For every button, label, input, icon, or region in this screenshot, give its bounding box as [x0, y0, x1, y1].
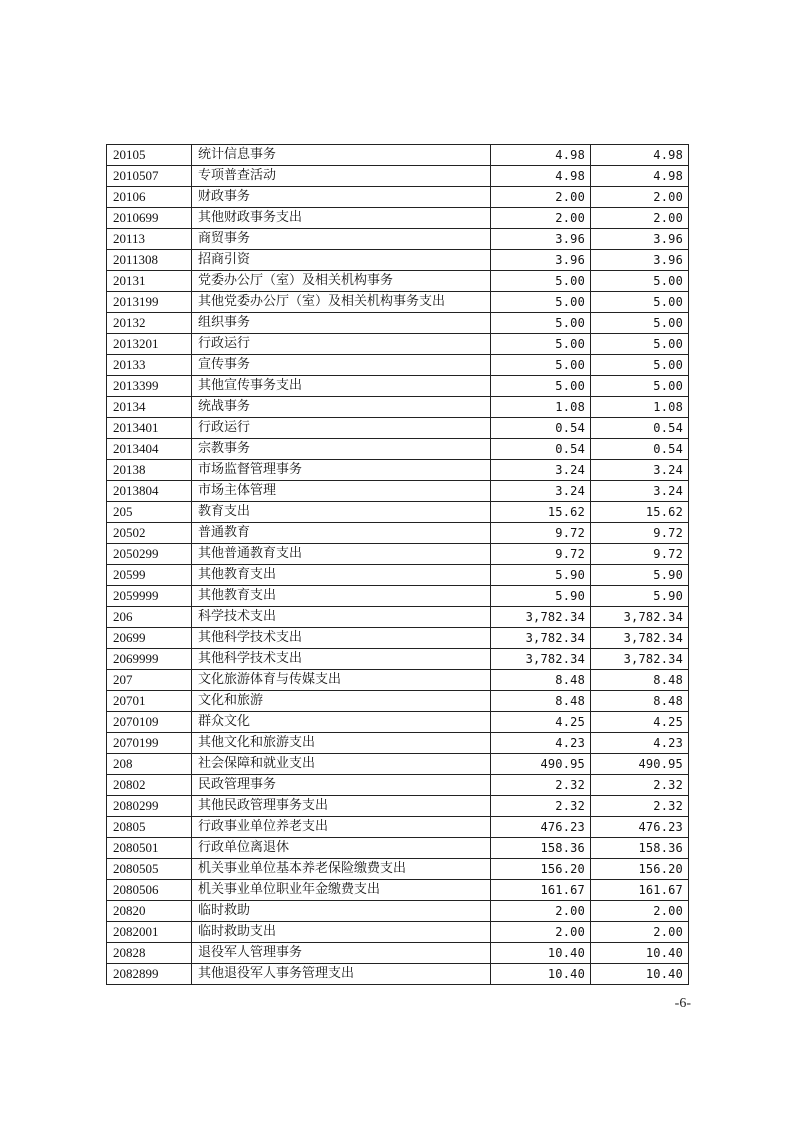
cell-amount-2: 2.00 [591, 208, 689, 229]
table-row [107, 418, 689, 439]
cell-item-name: 教育支出 [192, 502, 491, 523]
cell-amount-1: 5.00 [491, 355, 591, 376]
cell-amount-2: 5.00 [591, 292, 689, 313]
table-row [107, 502, 689, 523]
cell-item-name: 临时救助 [192, 901, 491, 922]
cell-amount-1: 5.00 [491, 313, 591, 334]
cell-amount-2: 5.00 [591, 334, 689, 355]
cell-code: 20134 [107, 397, 192, 418]
cell-code: 2069999 [107, 649, 192, 670]
cell-amount-2: 8.48 [591, 691, 689, 712]
cell-item-name: 其他民政管理事务支出 [192, 796, 491, 817]
cell-amount-1: 1.08 [491, 397, 591, 418]
cell-amount-1: 3.96 [491, 250, 591, 271]
table-row [107, 145, 689, 166]
table-row [107, 250, 689, 271]
table-row [107, 229, 689, 250]
cell-amount-1: 0.54 [491, 418, 591, 439]
cell-item-name: 统计信息事务 [192, 145, 491, 166]
cell-amount-1: 10.40 [491, 943, 591, 964]
cell-code: 20113 [107, 229, 192, 250]
table-row [107, 523, 689, 544]
cell-code: 2080501 [107, 838, 192, 859]
cell-code: 20802 [107, 775, 192, 796]
cell-item-name: 普通教育 [192, 523, 491, 544]
cell-amount-2: 490.95 [591, 754, 689, 775]
cell-amount-2: 156.20 [591, 859, 689, 880]
table-row [107, 208, 689, 229]
cell-amount-2: 4.23 [591, 733, 689, 754]
table-row [107, 376, 689, 397]
table-row [107, 439, 689, 460]
cell-item-name: 民政管理事务 [192, 775, 491, 796]
table-row [107, 817, 689, 838]
table-row [107, 754, 689, 775]
cell-code: 20138 [107, 460, 192, 481]
cell-item-name: 行政单位离退休 [192, 838, 491, 859]
cell-amount-2: 3.96 [591, 250, 689, 271]
budget-table [106, 144, 689, 985]
table-row [107, 292, 689, 313]
cell-amount-2: 0.54 [591, 439, 689, 460]
cell-amount-2: 10.40 [591, 943, 689, 964]
cell-code: 20820 [107, 901, 192, 922]
cell-amount-2: 5.00 [591, 271, 689, 292]
cell-item-name: 社会保障和就业支出 [192, 754, 491, 775]
cell-code: 208 [107, 754, 192, 775]
cell-amount-2: 476.23 [591, 817, 689, 838]
cell-code: 20701 [107, 691, 192, 712]
cell-amount-2: 4.98 [591, 166, 689, 187]
cell-amount-2: 4.25 [591, 712, 689, 733]
cell-code: 20805 [107, 817, 192, 838]
cell-code: 2080506 [107, 880, 192, 901]
table-row [107, 166, 689, 187]
page-number: -6- [674, 996, 691, 1011]
cell-item-name: 其他文化和旅游支出 [192, 733, 491, 754]
cell-amount-2: 2.00 [591, 922, 689, 943]
cell-item-name: 其他财政事务支出 [192, 208, 491, 229]
cell-amount-1: 10.40 [491, 964, 591, 985]
cell-amount-1: 4.25 [491, 712, 591, 733]
cell-amount-1: 3,782.34 [491, 607, 591, 628]
table-row [107, 544, 689, 565]
table-row [107, 880, 689, 901]
cell-item-name: 其他教育支出 [192, 586, 491, 607]
cell-code: 205 [107, 502, 192, 523]
cell-amount-2: 5.00 [591, 376, 689, 397]
cell-code: 2082001 [107, 922, 192, 943]
cell-code: 2080505 [107, 859, 192, 880]
table-row [107, 775, 689, 796]
cell-amount-1: 9.72 [491, 544, 591, 565]
table-row [107, 796, 689, 817]
cell-code: 2011308 [107, 250, 192, 271]
cell-amount-1: 4.98 [491, 166, 591, 187]
cell-amount-2: 5.90 [591, 586, 689, 607]
cell-amount-2: 2.32 [591, 775, 689, 796]
cell-amount-2: 10.40 [591, 964, 689, 985]
cell-item-name: 其他宣传事务支出 [192, 376, 491, 397]
cell-item-name: 商贸事务 [192, 229, 491, 250]
cell-item-name: 机关事业单位基本养老保险缴费支出 [192, 859, 491, 880]
cell-item-name: 文化和旅游 [192, 691, 491, 712]
cell-amount-2: 3,782.34 [591, 607, 689, 628]
cell-code: 2010507 [107, 166, 192, 187]
table-row [107, 397, 689, 418]
cell-amount-2: 9.72 [591, 544, 689, 565]
cell-item-name: 其他普通教育支出 [192, 544, 491, 565]
cell-code: 2013399 [107, 376, 192, 397]
cell-code: 2070109 [107, 712, 192, 733]
cell-item-name: 机关事业单位职业年金缴费支出 [192, 880, 491, 901]
cell-amount-2: 4.98 [591, 145, 689, 166]
cell-amount-2: 3.24 [591, 460, 689, 481]
table-row [107, 943, 689, 964]
table-row [107, 733, 689, 754]
cell-amount-1: 9.72 [491, 523, 591, 544]
cell-amount-1: 2.00 [491, 208, 591, 229]
cell-code: 2010699 [107, 208, 192, 229]
budget-table-body [107, 145, 689, 985]
cell-item-name: 宣传事务 [192, 355, 491, 376]
cell-item-name: 行政运行 [192, 334, 491, 355]
cell-amount-1: 15.62 [491, 502, 591, 523]
cell-amount-1: 2.32 [491, 796, 591, 817]
table-row [107, 187, 689, 208]
cell-amount-1: 158.36 [491, 838, 591, 859]
cell-amount-2: 9.72 [591, 523, 689, 544]
cell-code: 2050299 [107, 544, 192, 565]
table-row [107, 607, 689, 628]
table-row [107, 649, 689, 670]
cell-amount-1: 5.00 [491, 292, 591, 313]
cell-item-name: 其他科学技术支出 [192, 628, 491, 649]
cell-amount-1: 2.32 [491, 775, 591, 796]
cell-amount-2: 3.24 [591, 481, 689, 502]
cell-item-name: 群众文化 [192, 712, 491, 733]
cell-item-name: 市场主体管理 [192, 481, 491, 502]
cell-amount-1: 5.00 [491, 334, 591, 355]
table-row [107, 922, 689, 943]
cell-amount-2: 2.32 [591, 796, 689, 817]
table-row [107, 628, 689, 649]
table-row [107, 481, 689, 502]
cell-code: 20699 [107, 628, 192, 649]
table-row [107, 355, 689, 376]
table-row [107, 712, 689, 733]
cell-amount-1: 0.54 [491, 439, 591, 460]
cell-item-name: 文化旅游体育与传媒支出 [192, 670, 491, 691]
cell-amount-2: 0.54 [591, 418, 689, 439]
cell-amount-1: 2.00 [491, 901, 591, 922]
table-row [107, 691, 689, 712]
cell-item-name: 其他科学技术支出 [192, 649, 491, 670]
cell-amount-1: 5.00 [491, 271, 591, 292]
table-row [107, 838, 689, 859]
cell-amount-2: 5.90 [591, 565, 689, 586]
cell-amount-2: 1.08 [591, 397, 689, 418]
table-row [107, 901, 689, 922]
table-row [107, 334, 689, 355]
cell-code: 2013199 [107, 292, 192, 313]
cell-item-name: 专项普查活动 [192, 166, 491, 187]
cell-code: 20106 [107, 187, 192, 208]
cell-item-name: 党委办公厅（室）及相关机构事务 [192, 271, 491, 292]
cell-code: 20131 [107, 271, 192, 292]
cell-amount-2: 161.67 [591, 880, 689, 901]
cell-code: 2013404 [107, 439, 192, 460]
cell-amount-1: 3.24 [491, 460, 591, 481]
cell-item-name: 招商引资 [192, 250, 491, 271]
cell-item-name: 行政运行 [192, 418, 491, 439]
cell-code: 20105 [107, 145, 192, 166]
cell-code: 2013401 [107, 418, 192, 439]
cell-amount-1: 5.90 [491, 586, 591, 607]
cell-item-name: 行政事业单位养老支出 [192, 817, 491, 838]
cell-item-name: 宗教事务 [192, 439, 491, 460]
cell-amount-2: 3,782.34 [591, 649, 689, 670]
cell-code: 207 [107, 670, 192, 691]
cell-amount-1: 2.00 [491, 187, 591, 208]
cell-code: 20828 [107, 943, 192, 964]
cell-item-name: 退役军人管理事务 [192, 943, 491, 964]
cell-amount-1: 4.98 [491, 145, 591, 166]
cell-code: 20599 [107, 565, 192, 586]
cell-amount-1: 161.67 [491, 880, 591, 901]
cell-item-name: 组织事务 [192, 313, 491, 334]
cell-amount-2: 2.00 [591, 901, 689, 922]
cell-amount-1: 2.00 [491, 922, 591, 943]
cell-item-name: 财政事务 [192, 187, 491, 208]
cell-amount-1: 3.24 [491, 481, 591, 502]
cell-item-name: 临时救助支出 [192, 922, 491, 943]
cell-item-name: 市场监督管理事务 [192, 460, 491, 481]
cell-code: 20133 [107, 355, 192, 376]
cell-code: 2013201 [107, 334, 192, 355]
cell-amount-1: 8.48 [491, 691, 591, 712]
cell-code: 20132 [107, 313, 192, 334]
cell-amount-1: 476.23 [491, 817, 591, 838]
cell-amount-1: 5.00 [491, 376, 591, 397]
cell-code: 2070199 [107, 733, 192, 754]
cell-amount-1: 3,782.34 [491, 649, 591, 670]
cell-item-name: 统战事务 [192, 397, 491, 418]
cell-amount-2: 2.00 [591, 187, 689, 208]
cell-code: 2080299 [107, 796, 192, 817]
cell-amount-1: 8.48 [491, 670, 591, 691]
cell-item-name: 其他党委办公厅（室）及相关机构事务支出 [192, 292, 491, 313]
cell-code: 2013804 [107, 481, 192, 502]
cell-amount-2: 5.00 [591, 313, 689, 334]
cell-code: 20502 [107, 523, 192, 544]
cell-code: 2082899 [107, 964, 192, 985]
cell-item-name: 其他退役军人事务管理支出 [192, 964, 491, 985]
table-row [107, 313, 689, 334]
cell-amount-1: 3.96 [491, 229, 591, 250]
table-row [107, 670, 689, 691]
table-row [107, 859, 689, 880]
cell-amount-1: 490.95 [491, 754, 591, 775]
cell-amount-1: 5.90 [491, 565, 591, 586]
cell-item-name: 其他教育支出 [192, 565, 491, 586]
cell-amount-1: 3,782.34 [491, 628, 591, 649]
cell-code: 206 [107, 607, 192, 628]
cell-amount-2: 158.36 [591, 838, 689, 859]
cell-amount-1: 4.23 [491, 733, 591, 754]
table-row [107, 271, 689, 292]
cell-amount-2: 15.62 [591, 502, 689, 523]
cell-amount-2: 5.00 [591, 355, 689, 376]
table-row [107, 565, 689, 586]
cell-amount-2: 3.96 [591, 229, 689, 250]
cell-amount-2: 8.48 [591, 670, 689, 691]
table-row [107, 586, 689, 607]
table-row [107, 460, 689, 481]
cell-code: 2059999 [107, 586, 192, 607]
cell-amount-1: 156.20 [491, 859, 591, 880]
cell-amount-2: 3,782.34 [591, 628, 689, 649]
cell-item-name: 科学技术支出 [192, 607, 491, 628]
table-row [107, 964, 689, 985]
